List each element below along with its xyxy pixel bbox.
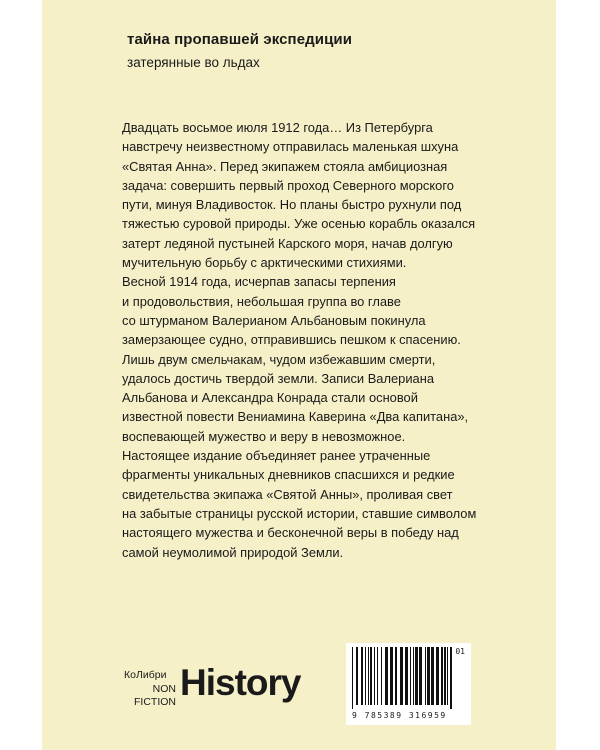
series-line-fiction: FICTION [134,696,176,708]
barcode-bar [450,647,452,709]
barcode-bar [405,647,408,705]
barcode-bar [381,647,382,705]
barcode [346,643,471,725]
barcode-bar [395,647,397,705]
barcode-bar [413,647,414,705]
publisher-brand: КоЛибри [124,669,167,681]
barcode-bar [431,647,434,705]
barcode-bar [436,647,439,705]
barcode-bar [377,647,378,705]
publisher-logo [124,656,304,716]
barcode-bar [415,647,418,705]
barcode-bar [410,647,411,705]
blurb-text: Двадцать восьмое июля 1912 года… Из Петербурга навстречу неизвестному отправилась маленькая шхуна «Святая Анна». Перед экипажем стояла амбициозная задача: совершить первый проход Северного морского пути, минуя Владивосток. Но планы быстро рухнули под тяжестью суровой природы. Уже осенью корабль оказался затерт ледяной пустыней Карского моря, начав долгую мучительную борьбу с арктическими стихиями. Весной 1914 года, исчерпав запасы терпения и продовольствия, небольшая группа во главе со штурманом Валерианом Альбановым покинула замерзающее судно, отправившись пешком к спасению. Лишь двум смельчакам, чудом избежавшим смерти, удалось достичь твердой земли. Записи Валериана Альбанова и Александра Конрада стали основой известной повести Вениамина Каверина «Два капитана», воспевающей мужество и веру в невозможное. Настоящее издание объединяет ранее утраченные фрагменты уникальных дневников спасшихся и редкие свидетельства экипажа «Святой Анны», проливая свет на забытые страницы русской истории, ставшие символом настоящего мужества и бесконечной веры в победу над самой неумолимой природой Земли. [122,120,477,560]
barcode-bar [447,647,448,705]
barcode-bar [390,647,393,705]
barcode-suffix: 01 [455,647,465,656]
barcode-bar [361,647,363,705]
barcode-bar [427,647,430,705]
barcode-bar [374,647,375,705]
barcode-bars [352,647,452,709]
barcode-bar [400,647,403,705]
barcode-bar [368,647,369,705]
book-title: тайна пропавшей экспедиции [127,31,353,48]
series-name: History [180,662,301,703]
barcode-bar [365,647,366,705]
barcode-bar [352,647,353,709]
book-subtitle: затерянные во льдах [127,55,260,70]
barcode-bar [370,647,372,705]
barcode-bar [385,647,388,705]
series-line-non: NON [152,683,176,695]
barcode-bar [444,647,446,705]
barcode-bar [419,647,422,705]
barcode-bar [425,647,426,705]
barcode-bar [441,647,443,705]
isbn-digits: 9 785389 316959 [352,711,447,720]
barcode-bar [356,647,358,705]
